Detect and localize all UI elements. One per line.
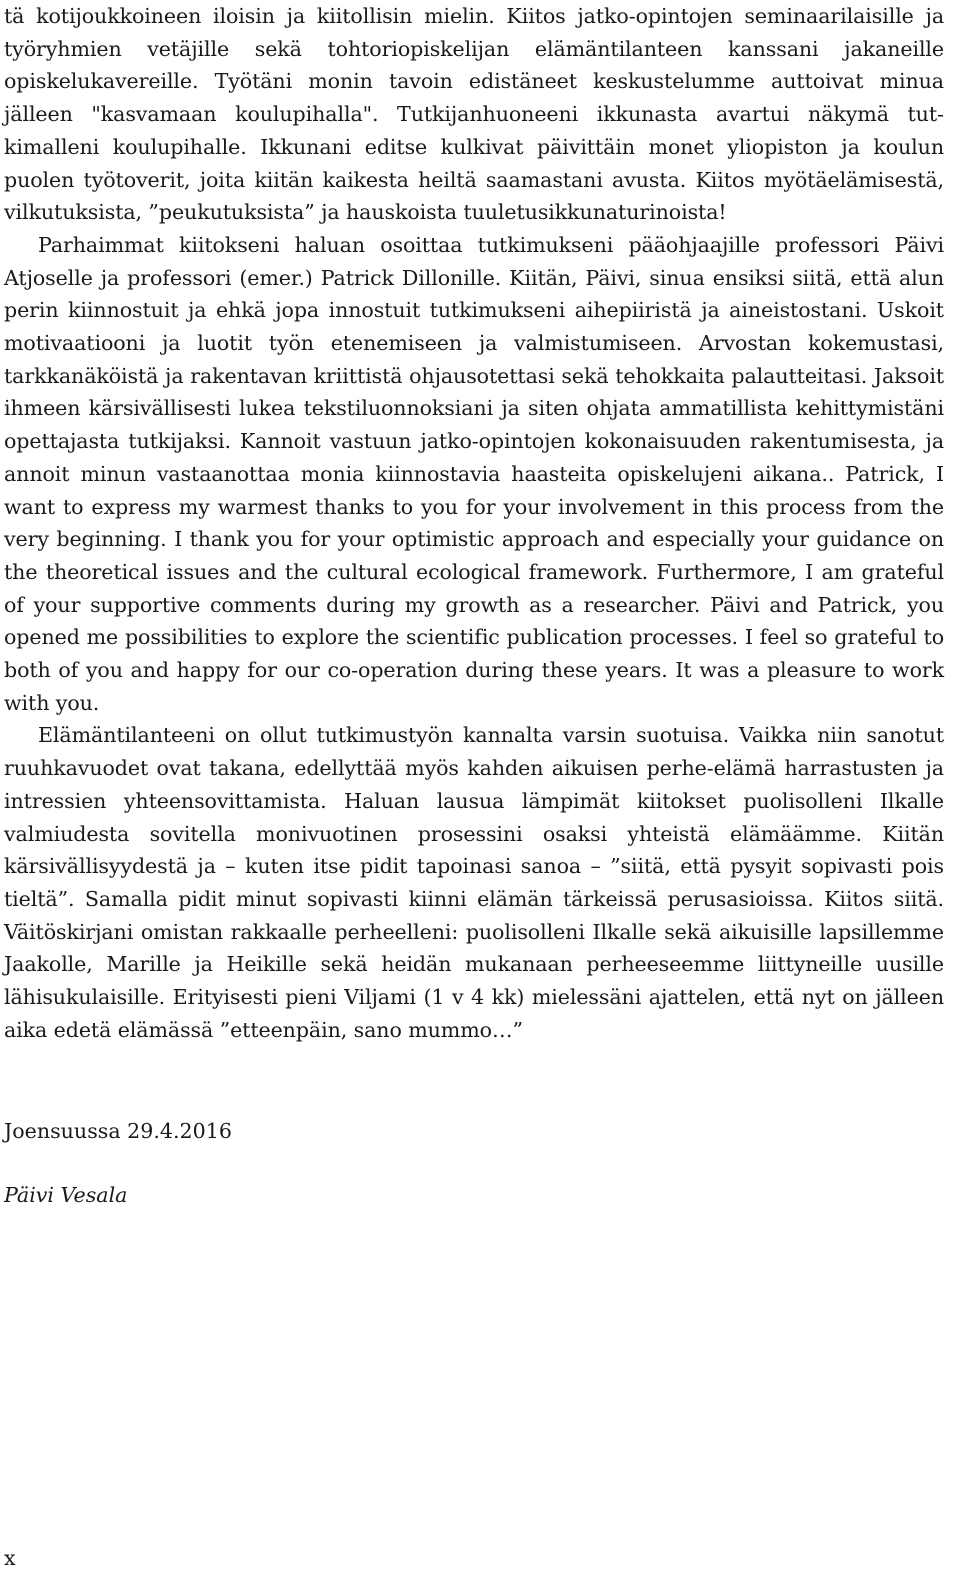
paragraph-thanks-family: Elämäntilanteeni on ollut tutkimustyön kannalta varsin suotuisa. Vaikka niin sanotut ruuhkavuodet ovat takana, edellyttää myös kahden aikuisen perhe-elämä harrastusten ja intressien yhteensovittamista. Haluan lausua lämpimät kiitokset puolisolleni Ilkalle valmiudesta sovitella monivuotinen prosessini osaksi yhteistä elämäämme. Kiitän kärsivällisyydestä ja – kuten itse pidit tapoinasi sanoa – ”siitä, että pysyit sopivasti pois tieltä”. Samalla pidit minut sopivasti kiinni elämän tärkeissä perusasioissa. Kiitos siitä. Väitöskirjani omistan rakkaalle perheelleni: puolisolleni Ilkalle sekä aikuisille lapsillemme Jaakolle, Marille ja Heikille sekä heidän mukanaan perheeseemme liittyneille uusille lähisukulaisille. Erityisesti pieni Viljami (1 v 4 kk) mielessäni ajattelen, että nyt on jälleen aika edetä elämässä ”etteenpäin, sano mummo…” [4,723,944,1042]
place-and-date: Joensuussa 29.4.2016 [4,1119,232,1143]
acknowledgements-body [4,0,944,1047]
author-signature: Päivi Vesala [4,1183,128,1207]
page-number: x [4,1546,16,1570]
paragraph-thanks-supervisors: Parhaimmat kiitokseni haluan osoittaa tutkimukseni pääohjaajille professori Päivi Atjoselle ja professori (emer.) Patrick Dillonille. Kiitän, Päivi, sinua ensiksi siitä, että alun perin kiinnostuit ja ehkä jopa innostuit tutkimukseni aihepiiristä ja aineistostani. Uskoit motivaatiooni ja luotit työn etenemiseen ja valmistumiseen. Arvostan kokemustasi, tarkkanäköistä ja rakentavan kriittistä ohjausotettasi sekä tehokkaita palautteitasi. Jaksoit ihmeen kärsivällisesti lukea tekstiluonnoksiani ja siten ohjata ammatillista kehittymistäni opettajasta tutkijaksi. Kannoit vastuun jatko-opintojen kokonaisuuden rakentumisesta, ja annoit minun vastaanottaa monia kiinnostavia haasteita opiskelujeni aikana.. Patrick, I want to express my warmest thanks to you for your involvement in this process from the very beginning. I thank you for your optimistic approach and especially your guidance on the theoretical issues and the cultural ecological framework. Furthermore, I am grateful of your supportive comments during my growth as a researcher. Päivi and Patrick, you opened me possibilities to explore the scientific publication processes. I feel so grateful to both of you and happy for our co-operation during these years. It was a pleasure to work with you. [4,232,944,715]
paragraph-thanks-colleagues: tä kotijoukkoineen iloisin ja kiitollisin mielin. Kiitos jatko-opintojen seminaarilaisille ja työryhmien vetäjille sekä tohtoriopiskelijan elämäntilanteen kanssani jakaneille opiskelukavereille. Työtäni monin tavoin edistäneet keskustelumme auttoivat minua jälleen "kasvamaan koulupihalla". Tutkijanhuoneeni ikkunasta avartui näkymä tutkimalleni koulupihalle. Ikkunani editse kulkivat päivittäin monet yliopiston ja koulun puolen työtoverit, joita kiitän kaikesta heiltä saamastani avusta. Kiitos myötäelämisestä, vilkutuksista, ”peukutuksista” ja hauskoista tuuletusikkunaturinoista! [4,4,944,225]
